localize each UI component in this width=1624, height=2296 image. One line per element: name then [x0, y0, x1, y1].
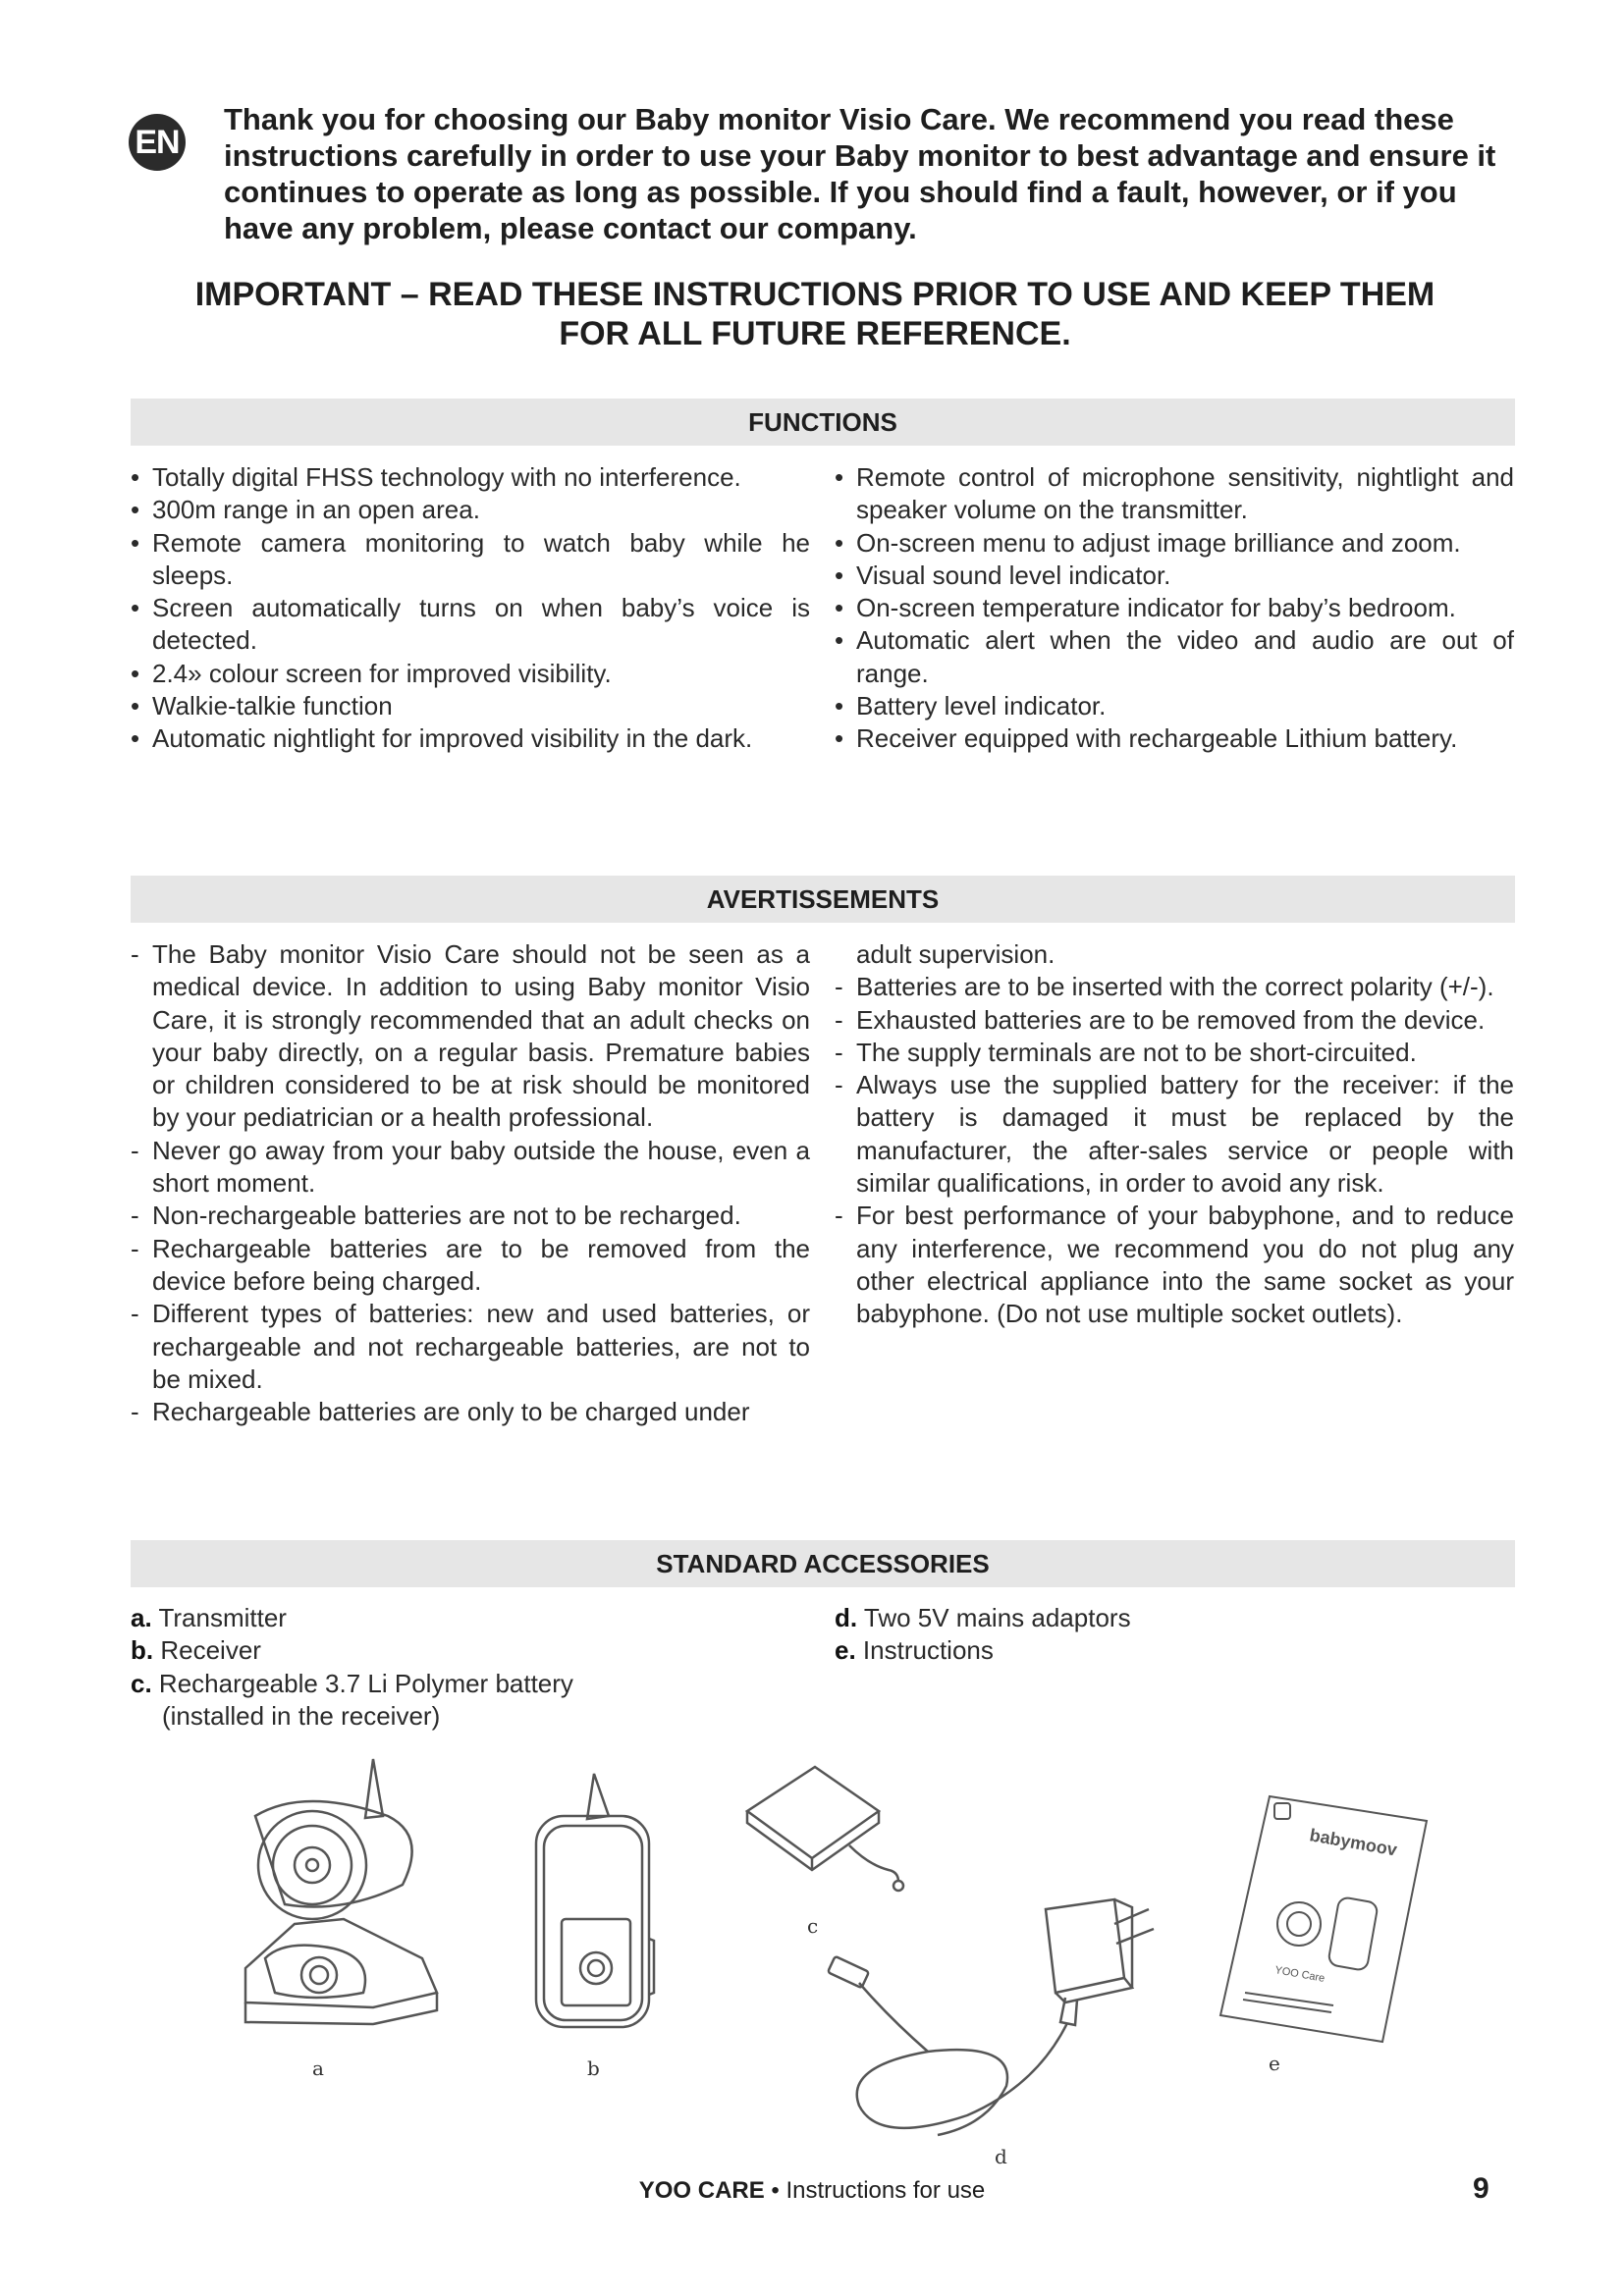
item-letter: e. — [835, 1635, 856, 1666]
list-item: - Batteries are to be inserted with the correct polarity (+/-). — [835, 971, 1514, 1003]
list-item: - Different types of batteries: new and used batteries, or rechargeable and not rechargeable batteries, are not to be mixed. — [131, 1298, 810, 1396]
footer-brand: YOO CARE — [638, 2177, 765, 2204]
item-text-continued: (installed in the receiver) — [162, 1700, 441, 1731]
item-text: Rechargeable 3.7 Li Polymer battery — [158, 1668, 573, 1698]
important-line-2: FOR ALL FUTURE REFERENCE. — [559, 315, 1071, 352]
item-letter: b. — [131, 1635, 154, 1666]
intro-paragraph: Thank you for choosing our Baby monitor Visio Care. We recommend you read these instructions carefully in order to use your Baby monitor to best advantage and ensure it continues to operate as long as possible. If you should find a fault, however, or if you have any problem, please contact our company. — [224, 102, 1496, 245]
list-item-continuation: adult supervision. — [856, 939, 1056, 969]
figure-label-a: a — [312, 2056, 324, 2080]
transmitter-camera-drawing — [226, 1757, 452, 2052]
list-item: • On-screen temperature indicator for baby’s bedroom. — [835, 592, 1514, 624]
booklet-title-text: YOO Care — [1273, 1964, 1326, 1985]
list-item: • Totally digital FHSS technology with no interference. — [131, 461, 810, 494]
important-notice — [147, 275, 1483, 353]
figure-label-d: d — [995, 2145, 1007, 2168]
battery-drawing — [741, 1762, 918, 1899]
figure-label-c: c — [807, 1914, 819, 1938]
warnings-heading: AVERTISSEMENTS — [131, 876, 1515, 923]
item-text: Instructions — [862, 1635, 994, 1666]
page-footer — [0, 2177, 1624, 2205]
list-item — [835, 1634, 1131, 1667]
page-number: 9 — [1473, 2172, 1489, 2205]
accessories-heading: STANDARD ACCESSORIES — [131, 1540, 1515, 1587]
list-item: • 2.4» colour screen for improved visibility. — [131, 658, 810, 690]
list-item: - Exhausted batteries are to be removed from the device. — [835, 1004, 1514, 1037]
list-item: • Receiver equipped with rechargeable Lithium battery. — [835, 722, 1514, 755]
item-letter: a. — [131, 1603, 152, 1632]
instructions-booklet-drawing — [1216, 1791, 1441, 2047]
list-item — [131, 1602, 573, 1634]
list-item: • Automatic alert when the video and audio are out of range. — [835, 624, 1514, 690]
list-item: - Non-rechargeable batteries are not to be recharged. — [131, 1200, 810, 1232]
list-item — [131, 1668, 573, 1734]
list-item: • Battery level indicator. — [835, 690, 1514, 722]
functions-left-list — [131, 461, 810, 756]
footer-separator: • — [771, 2177, 780, 2204]
accessories-left-list — [131, 1602, 573, 1733]
item-text: Transmitter — [158, 1603, 287, 1632]
warnings-left-list — [131, 938, 810, 1428]
booklet-brand-text: babymoov — [1308, 1825, 1399, 1860]
list-item: - Never go away from your baby outside the house, even a short moment. — [131, 1135, 810, 1201]
list-item: • Walkie-talkie function — [131, 690, 810, 722]
item-text: Receiver — [160, 1635, 261, 1666]
list-item: • Remote camera monitoring to watch baby while he sleeps. — [131, 527, 810, 593]
figure-label-b: b — [587, 2056, 600, 2080]
list-item: - Rechargeable batteries are to be removed from the device before being charged. — [131, 1233, 810, 1299]
figure-label-e: e — [1269, 2052, 1280, 2075]
mains-adaptor-drawing — [820, 1880, 1173, 2155]
list-item: • Automatic nightlight for improved visibility in the dark. — [131, 722, 810, 755]
list-item: • Visual sound level indicator. — [835, 560, 1514, 592]
list-item: • Screen automatically turns on when baby’s voice is detected. — [131, 592, 810, 658]
item-text: Two 5V mains adaptors — [863, 1603, 1131, 1632]
list-item: • On-screen menu to adjust image brilliance and zoom. — [835, 527, 1514, 560]
list-item: • Remote control of microphone sensitivity, nightlight and speaker volume on the transmitter. — [835, 461, 1514, 527]
list-item: • 300m range in an open area. — [131, 494, 810, 526]
footer-text: Instructions for use — [785, 2177, 986, 2204]
list-item — [835, 1602, 1131, 1634]
list-item: - Always use the supplied battery for the receiver: if the battery is damaged it must be replaced by the manufacturer, the after-sales service or people with similar qualifications, in order to avoid any risk. — [835, 1069, 1514, 1200]
item-letter: c. — [131, 1668, 152, 1698]
accessories-right-list — [835, 1602, 1131, 1668]
warnings-right-list — [835, 938, 1514, 1331]
language-badge: EN — [129, 114, 186, 171]
item-letter: d. — [835, 1603, 858, 1632]
functions-heading: FUNCTIONS — [131, 399, 1515, 446]
list-item: - For best performance of your babyphone, and to reduce any interference, we recommend you do not plug any other electrical appliance into the same socket as your babyphone. (Do not use multiple socket outlets). — [835, 1200, 1514, 1330]
important-line-1: IMPORTANT – READ THESE INSTRUCTIONS PRIOR TO USE AND KEEP THEM — [194, 276, 1435, 313]
receiver-drawing — [530, 1772, 658, 2037]
list-item: - The Baby monitor Visio Care should not be seen as a medical device. In addition to using Baby monitor Visio Care, it is strongly recommended that an adult checks on your baby directly, on a regular basis. Premature babies or children considered to be at risk should be monitored by your pediatrician or a health professional. — [131, 938, 810, 1135]
list-item: - The supply terminals are not to be short-circuited. — [835, 1037, 1514, 1069]
functions-right-list — [835, 461, 1514, 756]
list-item: - Rechargeable batteries are only to be charged under — [131, 1396, 810, 1428]
list-item — [131, 1634, 573, 1667]
